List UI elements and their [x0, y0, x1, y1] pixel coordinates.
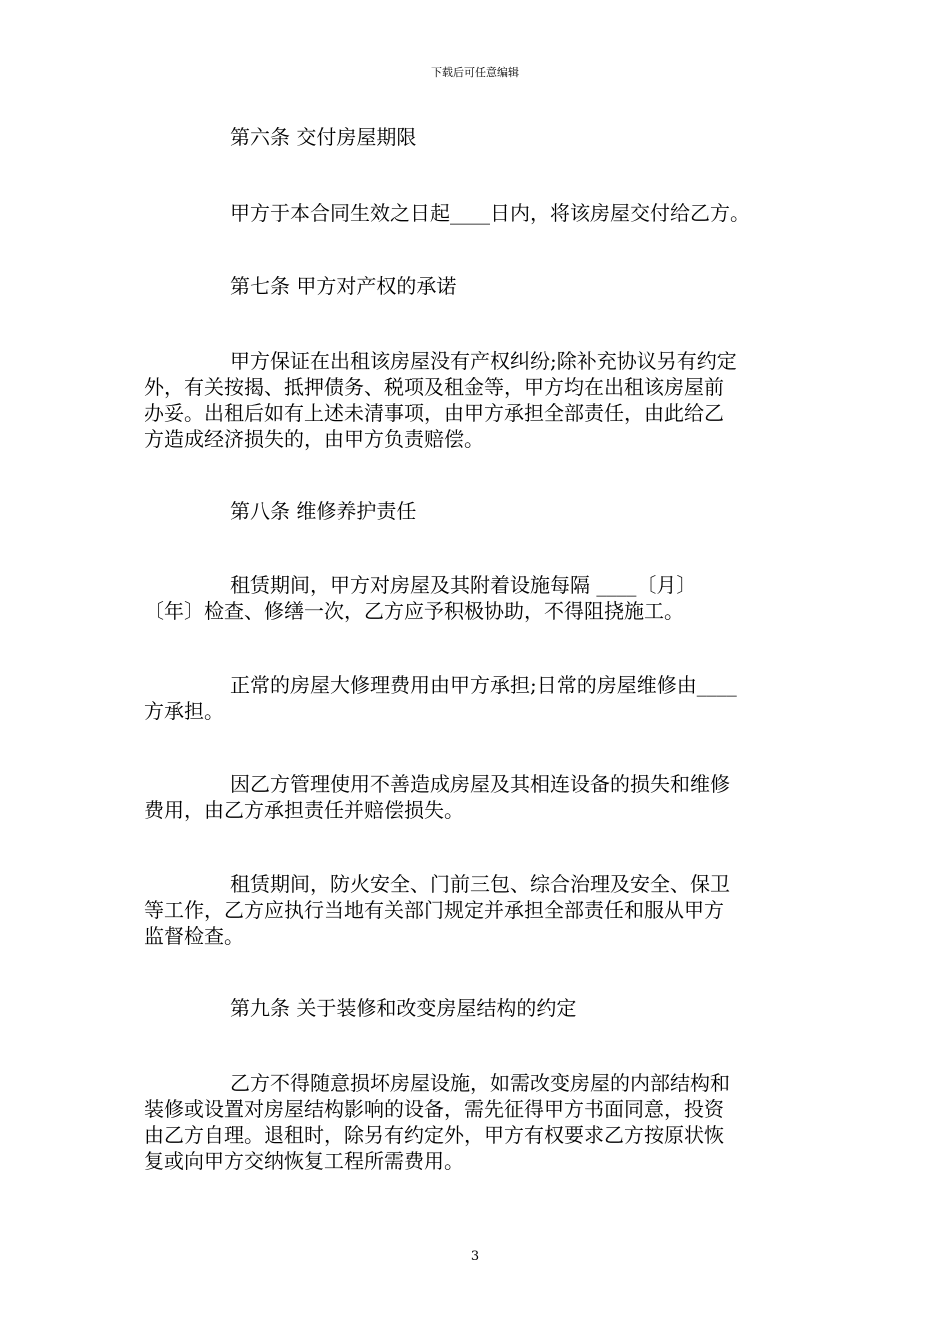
- heading-line: 第九条 关于装修和改变房屋结构的约定: [230, 996, 577, 1020]
- paragraph-line: 因乙方管理使用不善造成房屋及其相连设备的损失和维修: [230, 772, 730, 796]
- heading-line: 第八条 维修养护责任: [230, 499, 417, 523]
- article-8-paragraph-2: [144, 672, 800, 724]
- article-7-paragraph: [144, 348, 800, 452]
- article-9-paragraph: [144, 1070, 800, 1174]
- article-8-paragraph-3: [144, 771, 800, 823]
- paragraph-line: 复或向甲方交纳恢复工程所需费用。: [144, 1149, 464, 1173]
- page-number: 3: [470, 1249, 480, 1264]
- paragraph-line: 装修或设置对房屋结构影响的设备，需先征得甲方书面同意，投资: [144, 1097, 724, 1121]
- paragraph-line: 外，有关按揭、抵押债务、税项及租金等，甲方均在出租该房屋前: [144, 375, 724, 399]
- paragraph-line: 方造成经济损失的，由甲方负责赔偿。: [144, 427, 484, 451]
- paragraph-line: 租赁期间，甲方对房屋及其附着设施每隔 ____〔月〕: [230, 573, 697, 597]
- paragraph-line: 费用，由乙方承担责任并赔偿损失。: [144, 798, 464, 822]
- paragraph-line: 甲方于本合同生效之日起____日内，将该房屋交付给乙方。: [230, 201, 750, 225]
- paragraph-line: 办妥。出租后如有上述未清事项，由甲方承担全部责任，由此给乙: [144, 401, 724, 425]
- paragraph-line: 正常的房屋大修理费用由甲方承担;日常的房屋维修由____: [230, 673, 737, 697]
- paragraph-line: 等工作，乙方应执行当地有关部门规定并承担全部责任和服从甲方: [144, 898, 724, 922]
- article-8-paragraph-1: [144, 572, 800, 624]
- paragraph-line: 〔年〕检查、修缮一次，乙方应予积极协助，不得阻挠施工。: [144, 599, 684, 623]
- paragraph-line: 监督检查。: [144, 924, 244, 948]
- article-6-heading: [144, 124, 800, 150]
- article-7-heading: [144, 273, 800, 299]
- article-8-paragraph-4: [144, 871, 800, 949]
- article-9-heading: [144, 995, 800, 1021]
- heading-line: 第六条 交付房屋期限: [230, 125, 417, 149]
- paragraph-line: 租赁期间，防火安全、门前三包、综合治理及安全、保卫: [230, 872, 730, 896]
- page-header-note: 下载后可任意编辑: [431, 66, 519, 79]
- paragraph-line: 由乙方自理。退租时，除另有约定外，甲方有权要求乙方按原状恢: [144, 1123, 724, 1147]
- paragraph-line: 甲方保证在出租该房屋没有产权纠纷;除补充协议另有约定: [230, 349, 737, 373]
- heading-line: 第七条 甲方对产权的承诺: [230, 274, 457, 298]
- article-6-paragraph: [144, 200, 800, 226]
- article-8-heading: [144, 498, 800, 524]
- paragraph-line: 方承担。: [144, 699, 224, 723]
- paragraph-line: 乙方不得随意损坏房屋设施，如需改变房屋的内部结构和: [230, 1071, 730, 1095]
